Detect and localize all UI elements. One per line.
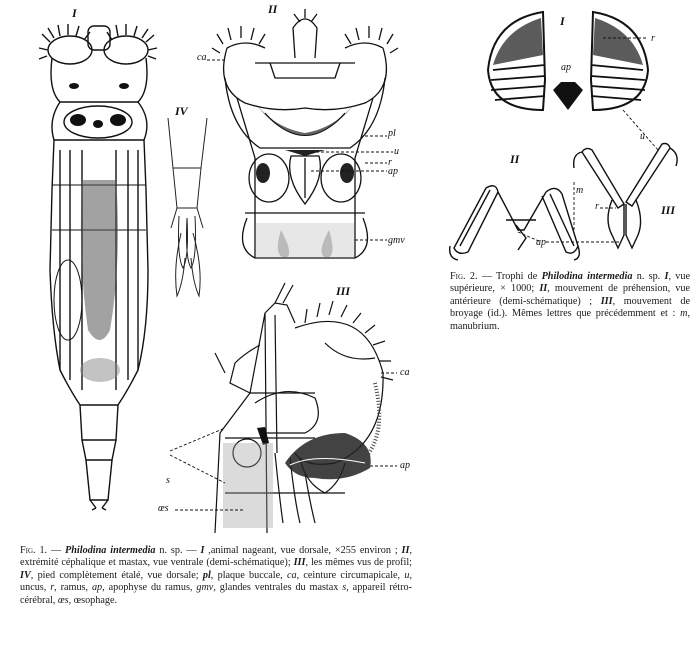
label-ap-fig2-I: ap bbox=[561, 62, 571, 73]
fig1-panel-II-drawing bbox=[215, 8, 395, 258]
caption-ref: ap bbox=[91, 582, 103, 594]
caption-text: , uncus, bbox=[20, 569, 413, 594]
caption-ref: I bbox=[200, 545, 205, 556]
caption-ref: ca bbox=[286, 569, 297, 581]
label-r-fig2-III: r bbox=[595, 201, 599, 212]
fig2-panel-I-label: I bbox=[560, 14, 565, 28]
caption-ref: pl bbox=[202, 569, 211, 581]
caption-ref: II bbox=[401, 545, 410, 556]
label-oes: œs bbox=[158, 503, 169, 514]
caption-text: ,animal nageant, vue dorsale, ×255 environ ; bbox=[204, 545, 402, 556]
label-ca-fig1-II: ca bbox=[197, 52, 207, 63]
caption-ref: III bbox=[293, 557, 306, 569]
label-pl: pl bbox=[388, 128, 396, 139]
caption-ref: m bbox=[680, 308, 688, 320]
caption-text: , glandes ventrales du mastax bbox=[213, 582, 343, 594]
caption-text: , œsophage. bbox=[68, 594, 118, 606]
caption-text: , mouvement de broyage (id.). Mêmes lettres que précédemment et : bbox=[450, 295, 690, 320]
caption-text: , appareil rétro-cérébral, bbox=[20, 582, 413, 606]
caption-text: n. sp. — bbox=[155, 545, 201, 556]
caption-text: , ramus, bbox=[54, 582, 92, 594]
caption-ref: I bbox=[664, 271, 669, 282]
caption-text: — bbox=[47, 545, 66, 556]
fig2-panel-III-drawing bbox=[572, 140, 682, 250]
label-ap-fig1-III: ap bbox=[400, 460, 410, 471]
fig2-panel-II-drawing bbox=[446, 180, 586, 260]
label-u: u bbox=[394, 146, 399, 157]
caption-ref: II bbox=[539, 283, 548, 295]
caption-text: , extrémité céphalique et mastax, vue ventrale (demi-schématique); bbox=[20, 545, 413, 569]
label-ap-fig2: ap bbox=[536, 237, 546, 248]
caption-text: , manubrium. bbox=[450, 308, 690, 332]
caption-text: , pied complètement étalé, vue dorsale; bbox=[30, 569, 203, 581]
label-s: s bbox=[166, 475, 170, 486]
caption-text: , les mêmes vus de profil; bbox=[305, 557, 413, 569]
label-u-fig2: u bbox=[640, 131, 645, 142]
label-r-fig2-I: r bbox=[651, 33, 655, 44]
fig1-panel-II-label: II bbox=[268, 2, 278, 16]
species-name: Philodina intermedia bbox=[65, 545, 156, 556]
caption-text: , ceinture circumapicale, bbox=[296, 569, 405, 581]
caption-ref: s bbox=[342, 582, 347, 594]
fig1-panel-I-label: I bbox=[72, 6, 77, 20]
fig2-caption bbox=[450, 271, 690, 333]
caption-text: , apophyse du ramus, bbox=[102, 582, 197, 594]
fig2-panel-II-label: II bbox=[510, 152, 520, 166]
label-m: m bbox=[576, 185, 584, 196]
fig1-panel-III-label: III bbox=[336, 284, 351, 298]
caption-text: , mouvement de préhension, vue antérieure (demi-schématique) ; bbox=[450, 283, 690, 307]
caption-text: — Trophi de bbox=[477, 271, 542, 282]
fig1-panel-IV-drawing bbox=[163, 118, 213, 298]
fig2-caption-number: Fig. 2. bbox=[450, 271, 478, 282]
caption-ref: œs bbox=[57, 594, 69, 606]
caption-ref: IV bbox=[20, 569, 31, 581]
caption-text: , vue supérieure, × 1000; bbox=[450, 271, 690, 295]
caption-ref: r bbox=[50, 582, 55, 594]
species-name: Philodina intermedia bbox=[541, 271, 633, 282]
caption-ref: gmv bbox=[196, 582, 214, 594]
fig1-caption-number: Fig. 1. bbox=[20, 545, 48, 556]
label-r: r bbox=[388, 157, 392, 168]
caption-text: , plaque buccale, bbox=[210, 569, 287, 581]
label-ap-fig1-II: ap bbox=[388, 166, 398, 177]
fig2-panel-III-label: III bbox=[661, 203, 676, 217]
fig1-panel-IV-label: IV bbox=[175, 104, 188, 118]
label-ca-fig1-III: ca bbox=[400, 367, 410, 378]
fig1-panel-III-drawing bbox=[205, 283, 405, 533]
label-gmv: gmv bbox=[388, 235, 405, 246]
caption-text: n. sp. bbox=[632, 271, 665, 282]
caption-ref: III bbox=[600, 295, 613, 307]
caption-ref: u bbox=[404, 569, 410, 581]
fig1-panel-I-drawing bbox=[30, 10, 170, 510]
fig1-caption bbox=[20, 545, 412, 607]
